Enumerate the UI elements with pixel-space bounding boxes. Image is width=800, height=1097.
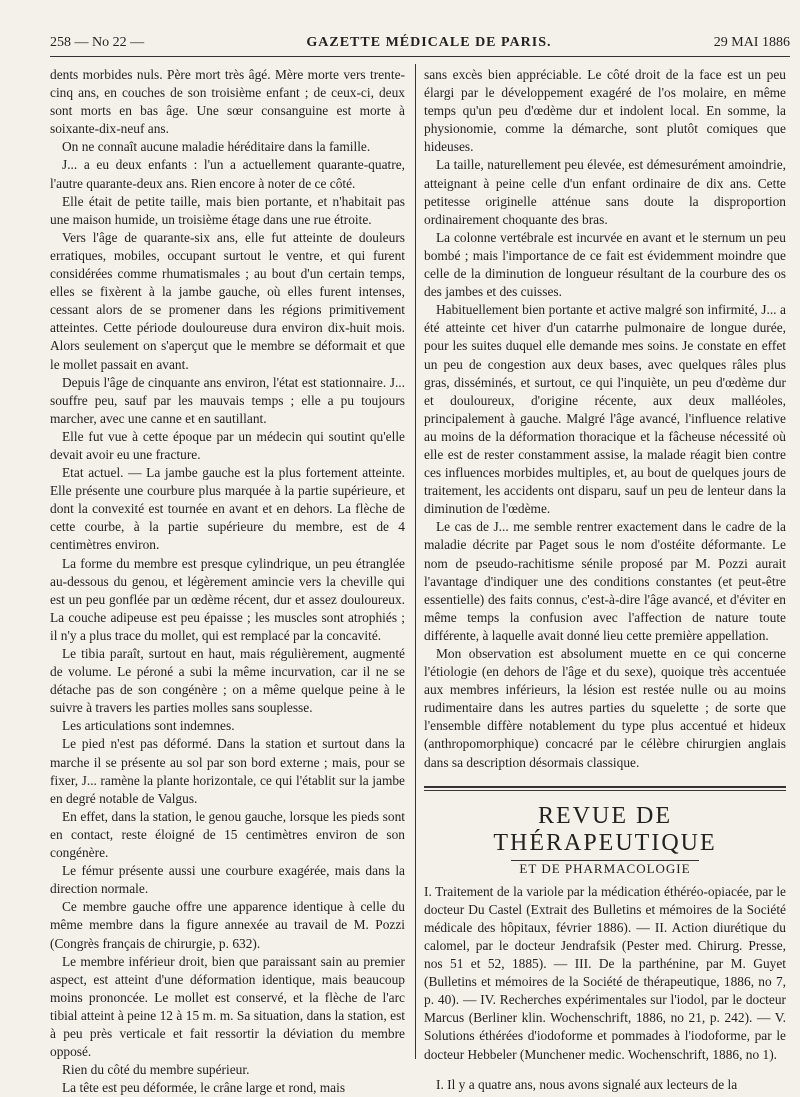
paragraph: Depuis l'âge de cinquante ans environ, l'état est stationnaire. J... souffre peu, sauf par les mauvais temps ; elle a pu toujours marcher, avec une canne et en sautillant. — [50, 374, 405, 426]
paragraph: La taille, naturellement peu élevée, est démesurément amoindrie, atteignant à peine celle d'un enfant ordinaire de dix ans. Cette petitesse originelle atténue sans doute la disproportion ordinairement choquante des bras. — [424, 157, 786, 227]
paragraph: J... a eu deux enfants : l'un a actuellement quarante-quatre, l'autre quarante-deux ans. Rien encore à noter de ce côté. — [50, 157, 405, 191]
issue-date — [714, 35, 790, 51]
paragraph: La tête est peu déformée, le crâne large et rond, mais — [62, 1080, 346, 1096]
paragraph: Ce membre gauche offre une apparence identique à celle du même membre dans la figure annexée au travail de M. Pozzi (Congrès français de chirurgie, p. 632). — [50, 899, 405, 951]
paragraph: Le cas de J... me semble rentrer exactement dans le cadre de la maladie décrite par Paget sous le nom d'ostéite déformante. Le nom de pseudo-rachitisme sénile proposé par M. Pozzi aurait l'avantage d'indiquer une des conditions constantes (et peut-être essentielle) des faits connus, c'est-à-dire l'âge avancé, et d'éviter en même temps la confusion avec l'affection de nature toute différente, à laquelle avait donné lieu cette première appellation. — [424, 519, 786, 643]
right-column — [424, 66, 786, 1094]
paragraph: La colonne vertébrale est incurvée en avant et le sternum un peu bombé ; mais l'importance de ce fait est évidemment moindre que celle de la diminution de longueur résultant de la courbure des os des jambes et des cuisses. — [424, 229, 786, 300]
date-month: MAI — [731, 35, 759, 50]
paragraph: Le tibia paraît, surtout en haut, mais régulièrement, augmenté de volume. Le péroné a subi la même incurvation, car il ne se détache pas de son congénère ; on a même quelque peine à le suivre à travers les parties molles sans souplesse. — [50, 646, 405, 716]
paragraph: Les articulations sont indemnes. — [62, 718, 235, 734]
column-divider — [415, 64, 416, 1059]
paragraph: dents morbides nuls. Père mort très âgé. Mère morte vers trente-cinq ans, en couches de son troisième enfant ; de ceux-ci, deux sont morts en bas âge. Une sœur consanguine est morte à soixante-dix-neuf ans. — [50, 67, 405, 137]
date-day: 29 — [713, 35, 728, 50]
paragraph: On ne connaît aucune maladie héréditaire dans la famille. — [62, 139, 371, 155]
paragraph: Mon observation est absolument muette en ce qui concerne l'étiologie (en dehors de l'âge et du sexe), quoique très accentuée aux membres inférieurs, la lésion est restée nulle ou au moins rudimentaire dans les autres parties du squelette ; de sorte que l'ensemble diffère notablement du type plus accentué et hideux (anthropomorphique) concacré par le célèbre chirurgien anglais dans sa description désormais classique. — [424, 646, 786, 770]
running-header — [50, 30, 790, 57]
table-of-contents: I. Traitement de la variole par la médication éthéréo-opiacée, par le docteur Du Castel (Extrait des Bulletins et mémoires de la Société médicale des hôpitaux, février 1886). — II. Action diurétique du calomel, par le docteur Jendrafsik (Pester med. Chirurg. Presse, nos 51 et 52, 1885). — III. De la parthénine, par M. Guyet (Bulletins et mémoires de la Société de thérapeutique, 1886, no 7, p. 40). — IV. Recherches expérimentales sur l'iodol, par le docteur Marcus (Berliner klin. Wochenschrift, 1886, no 21, p. 242). — V. Solutions éthérées d'iodoforme et pommades à l'iodoforme, par le docteur Hebbeler (Munchener medic. Wochenschrift, 1886, no 1). — [424, 883, 786, 1062]
paragraph: Habituellement bien portante et active malgré son infirmité, J... a été atteinte cet hiver d'un catarrhe pulmonaire de longue durée, pour les suites duquel elle demande mes soins. Je constate en effet un peu de congestion aux deux bases, avec quelques râles plus gras, disséminés, et surtout, ce qui l'inquiète, un peu d'œdème dur et douloureux, d'origine récente, aux deux malléoles, principalement à gauche. Malgré l'âge avancé, l'influence relative au moins de la déformation thoracique et la fâcheuse nécessité où elle est de rester constamment assise, la malade réagit bien contre ces influences morbides multiples, et, au bout de quelques jours de traitement, les accidents ont disparu, sauf un peu de lenteur dans la diminution de l'œdème. — [424, 302, 786, 517]
paragraph: Vers l'âge de quarante-six ans, elle fut atteinte de douleurs erratiques, mobiles, occupant surtout le ventre, et qui furent considérées comme rhumatismales ; au bout d'un certain temps, elles se fixèrent à la jambe gauche, où elles furent intenses, cessant alors de se promener dans les régions primitivement atteintes. Cette période douloureuse dura environ dix-huit mois. Alors seulement on s'aperçut que le membre se déformait et que le mollet passait en avant. — [50, 229, 405, 372]
section-subtitle — [424, 861, 786, 877]
paragraph: Elle était de petite taille, mais bien portante, et n'habitait pas une maison humide, un troisième étage dans une rue étroite. — [50, 193, 405, 227]
paragraph: Rien du côté du membre supérieur. — [62, 1062, 250, 1078]
section-opening-paragraph: I. Il y a quatre ans, nous avons signalé aux lecteurs de la — [436, 1076, 738, 1092]
paragraph: Etat actuel. — La jambe gauche est la plus fortement atteinte. Elle présente une courbure plus marquée à la partie supérieure, et dont la convexité est tournée en avant et en dehors. La flèche de cette courbe, à la partie supérieure du membre, est de 4 centimètres environ. — [50, 465, 405, 553]
paragraph: La forme du membre est presque cylindrique, un peu étranglée au-dessous du genou, et légèrement amincie vers la cheville qui est un peu gonflée par un œdème récent, dur et assez douloureux. La couche adipeuse est peu épaisse ; les muscles sont atrophiés ; il n'y a plus trace du mollet, qui est remplacé par la concavité. — [50, 555, 405, 643]
issue-number: No 22 — [92, 35, 127, 50]
page-number: 258 — [50, 35, 71, 50]
paragraph: sans excès bien appréciable. Le côté droit de la face est un peu élargi par le développement exagéré de l'os molaire, en même temps qu'un peu d'œdème dur et indolent local. En somme, la physionomie, comme la démarche, sont plutôt comiques que hideuses. — [424, 67, 786, 155]
section-title: REVUE DE THÉRAPEUTIQUE — [493, 802, 717, 856]
left-column — [50, 66, 405, 1097]
page-number-issue: 258 — No 22 — — [50, 35, 145, 50]
date-year: 1886 — [761, 35, 790, 50]
section-rule — [424, 786, 786, 791]
paragraph: Le pied n'est pas déformé. Dans la station et surtout dans la marche il se présente au sol par son bord externe ; mais, pour se fixer, J... ramène la plante horizontale, ce qui l'établit sur la jambe en degré notable de Valgus. — [50, 736, 405, 806]
paragraph: En effet, dans la station, le genou gauche, lorsque les pieds sont en contact, reste éloigné de 15 centimètres environ de son congénère. — [50, 808, 405, 861]
paragraph: Elle fut vue à cette époque par un médecin qui soutint qu'elle devait avoir eu une fracture. — [50, 428, 405, 462]
paragraph: Le fémur présente aussi une courbure exagérée, mais dans la direction normale. — [50, 863, 405, 897]
journal-title: GAZETTE MÉDICALE DE PARIS. — [306, 35, 552, 50]
paragraph: Le membre inférieur droit, bien que paraissant sain au premier aspect, est atteint d'une déformation identique, mais beaucoup moins prononcée. Le mollet est conservé, et la flèche de l'arc tibial atteint à peine 12 à 15 m. m. Sa situation, dans la station, est à peu près verticale et fait ressortir la déviation du membre opposé. — [50, 953, 405, 1060]
section-subtitle-text: ET DE PHARMACOLOGIE — [511, 860, 698, 876]
